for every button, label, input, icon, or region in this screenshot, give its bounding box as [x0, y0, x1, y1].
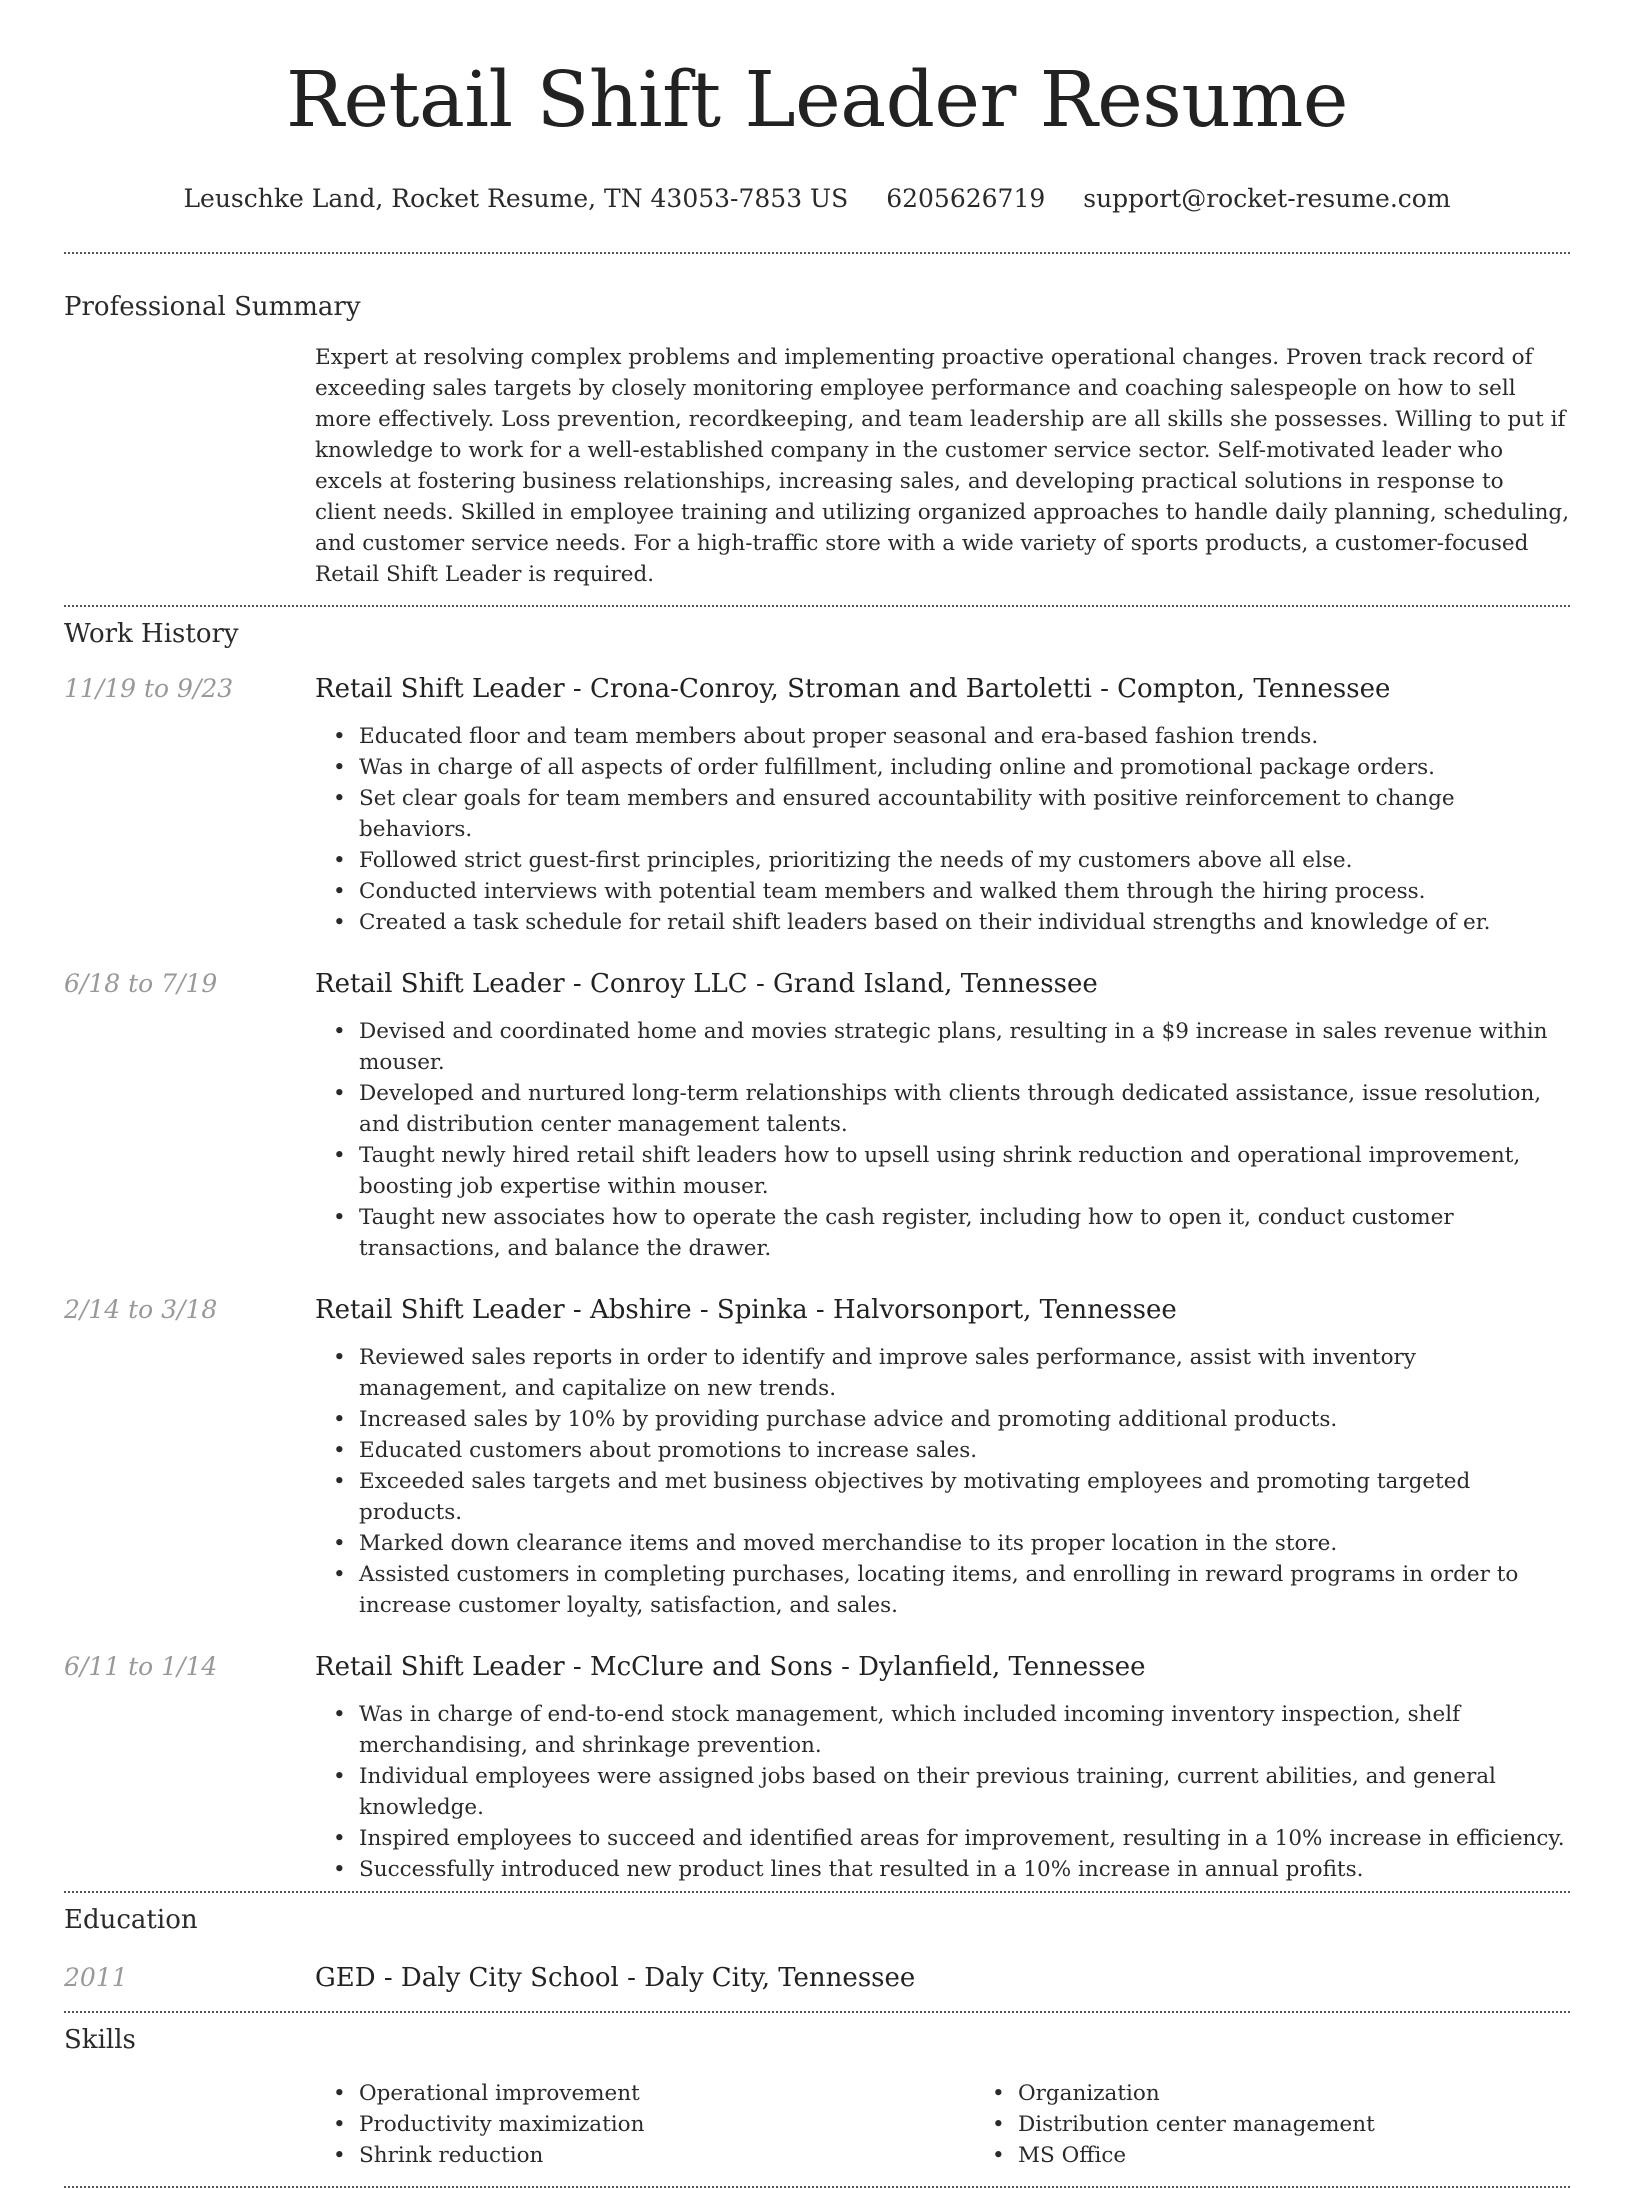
contact-address: Leuschke Land, Rocket Resume, TN 43053-7853 US	[183, 184, 849, 213]
resume-title: Retail Shift Leader Resume	[286, 56, 1348, 145]
job-bullet: • Was in charge of all aspects of order fulfillment, including online and promotional package orders.	[359, 752, 1570, 783]
divider	[64, 1891, 1570, 1893]
skills-heading: Skills	[64, 2025, 136, 2055]
summary-text: Expert at resolving complex problems and implementing proactive operational changes. Proven track record of exceeding sales targets by closely monitoring employee performance and coaching salespeople on how to sell more effectively. Loss prevention, recordkeeping, and team leadership are all skills she possesses. Willing to put if knowledge to work for a well-established company in the customer service sector. Self-motivated leader who excels at fostering business relationships, increasing sales, and developing practical solutions in response to client needs. Skilled in employee training and utilizing organized approaches to handle daily planning, scheduling, and customer service needs. For a high-traffic store with a wide variety of sports products, a customer-focused Retail Shift Leader is required.	[315, 345, 1570, 587]
skill-item: • Distribution center management	[1018, 2109, 1632, 2140]
job-dates: 6/18 to 7/19	[64, 969, 218, 998]
job-title: Retail Shift Leader - Conroy LLC - Grand Island, Tennessee	[315, 969, 1098, 999]
job-list	[64, 673, 1570, 1885]
job-bullet: • Followed strict guest-first principles, prioritizing the needs of my customers above all else.	[359, 845, 1570, 876]
job-bullet: • Exceeded sales targets and met business objectives by motivating employees and promoting targeted products.	[359, 1466, 1570, 1528]
job-entry	[64, 1651, 1570, 1885]
divider	[64, 252, 1570, 254]
job-entry	[64, 1294, 1570, 1621]
job-bullet: • Inspired employees to succeed and identified areas for improvement, resulting in a 10% increase in efficiency.	[359, 1823, 1570, 1854]
job-dates: 2/14 to 3/18	[64, 1295, 218, 1324]
job-title: Retail Shift Leader - Abshire - Spinka - Halvorsonport, Tennessee	[315, 1295, 1177, 1325]
job-entry	[64, 968, 1570, 1264]
education-entry: GED - Daly City School - Daly City, Tennessee	[315, 1963, 916, 1993]
skills-section	[64, 2025, 1570, 2171]
summary-heading: Professional Summary	[64, 292, 361, 322]
job-bullets	[315, 1699, 1570, 1885]
skill-item: • Operational improvement	[359, 2078, 974, 2109]
job-bullet: • Marked down clearance items and moved merchandise to its proper location in the store.	[359, 1528, 1570, 1559]
job-bullet: • Conducted interviews with potential team members and walked them through the hiring process.	[359, 876, 1570, 907]
skill-item: • Organization	[1018, 2078, 1632, 2109]
divider	[64, 2011, 1570, 2013]
summary-section	[64, 292, 1570, 590]
job-bullet: • Created a task schedule for retail shift leaders based on their individual strengths and knowledge of er.	[359, 907, 1570, 938]
job-bullet: • Developed and nurtured long-term relationships with clients through dedicated assistance, issue resolution, and distribution center management talents.	[359, 1078, 1570, 1140]
job-dates: 11/19 to 9/23	[64, 674, 234, 703]
skill-item: • MS Office	[1018, 2140, 1632, 2171]
job-bullets	[315, 1016, 1570, 1264]
contact-phone: 6205626719	[886, 184, 1046, 213]
job-bullet: • Assisted customers in completing purchases, locating items, and enrolling in reward programs in order to increase customer loyalty, satisfaction, and sales.	[359, 1559, 1570, 1621]
job-bullet: • Taught newly hired retail shift leaders how to upsell using shrink reduction and operational improvement, boosting job expertise within mouser.	[359, 1140, 1570, 1202]
job-dates: 6/11 to 1/14	[64, 1652, 218, 1681]
education-year: 2011	[64, 1963, 128, 1992]
job-bullet: • Increased sales by 10% by providing purchase advice and promoting additional products.	[359, 1404, 1570, 1435]
job-bullet: • Educated floor and team members about proper seasonal and era-based fashion trends.	[359, 721, 1570, 752]
job-entry	[64, 673, 1570, 938]
job-bullet: • Taught new associates how to operate the cash register, including how to open it, conduct customer transactions, and balance the drawer.	[359, 1202, 1570, 1264]
job-title: Retail Shift Leader - Crona-Conroy, Stroman and Bartoletti - Compton, Tennessee	[315, 674, 1391, 704]
job-bullets	[315, 721, 1570, 938]
contact-line	[64, 182, 1570, 216]
divider	[64, 605, 1570, 607]
education-heading: Education	[64, 1905, 198, 1935]
job-bullet: • Set clear goals for team members and ensured accountability with positive reinforcement to change behaviors.	[359, 783, 1570, 845]
work-history-section	[64, 619, 1570, 1885]
skill-item: • Productivity maximization	[359, 2109, 974, 2140]
education-section	[64, 1905, 1570, 1994]
contact-email: support@rocket-resume.com	[1083, 184, 1451, 213]
job-bullet: • Educated customers about promotions to increase sales.	[359, 1435, 1570, 1466]
job-bullet: • Was in charge of end-to-end stock management, which included incoming inventory inspection, shelf merchandising, and shrinkage prevention.	[359, 1699, 1570, 1761]
job-bullet: • Successfully introduced new product lines that resulted in a 10% increase in annual profits.	[359, 1854, 1570, 1885]
job-bullet: • Individual employees were assigned jobs based on their previous training, current abilities, and general knowledge.	[359, 1761, 1570, 1823]
resume-page	[64, 0, 1570, 2188]
job-bullet: • Devised and coordinated home and movies strategic plans, resulting in a $9 increase in sales revenue within mouser.	[359, 1016, 1570, 1078]
skill-item: • Shrink reduction	[359, 2140, 974, 2171]
skills-column-2	[974, 2078, 1632, 2171]
work-history-heading: Work History	[64, 619, 239, 649]
job-bullets	[315, 1342, 1570, 1621]
skills-column-1	[315, 2078, 974, 2171]
job-bullet: • Reviewed sales reports in order to identify and improve sales performance, assist with inventory management, and capitalize on new trends.	[359, 1342, 1570, 1404]
job-title: Retail Shift Leader - McClure and Sons - Dylanfield, Tennessee	[315, 1652, 1146, 1682]
